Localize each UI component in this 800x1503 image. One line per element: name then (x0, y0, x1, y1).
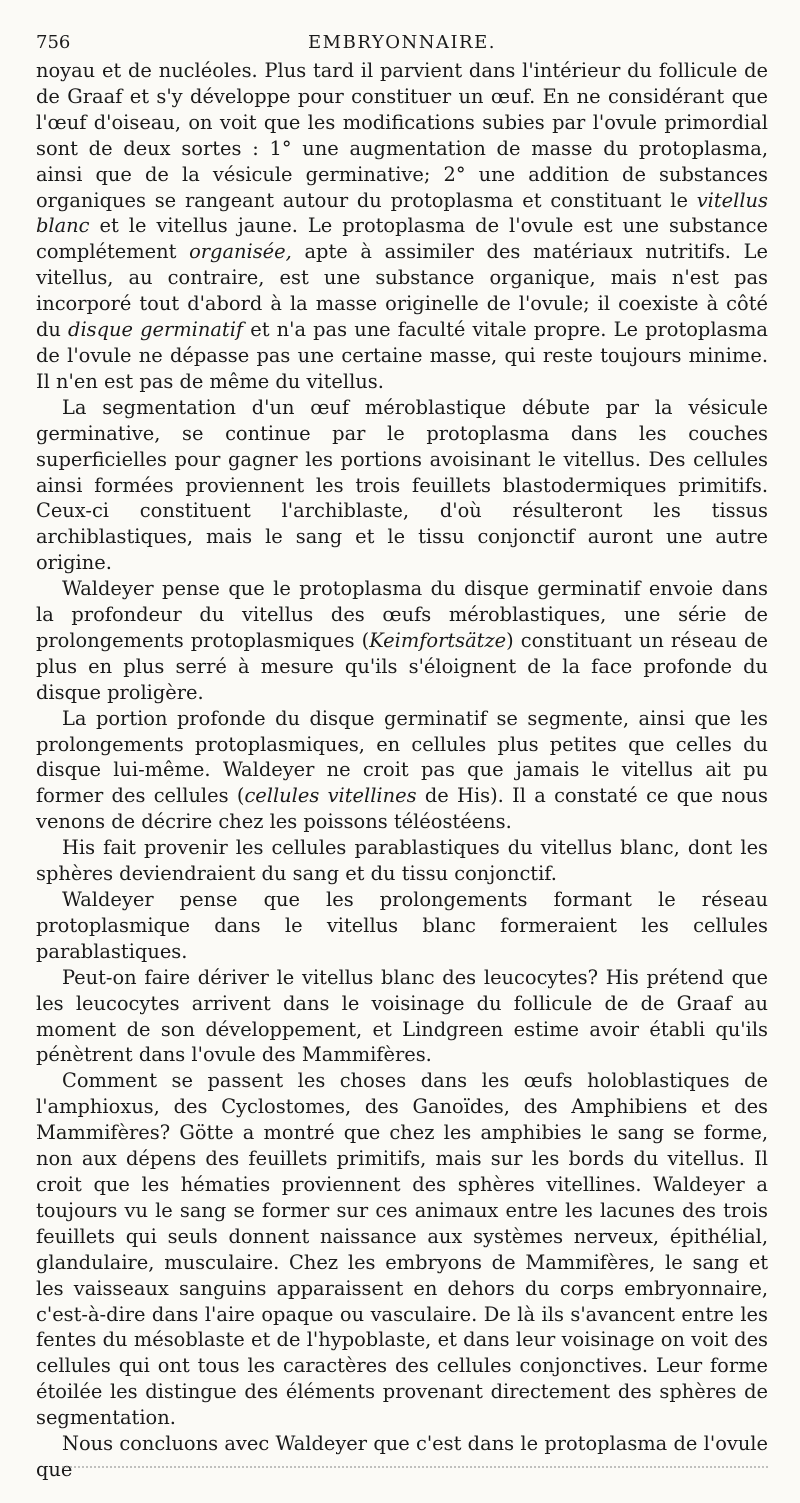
paragraph (36, 965, 768, 1069)
paragraph (36, 58, 768, 395)
text-run: La portion profonde du disque germinatif se segmente, ainsi que les prolongements protoplasmiques, en cellules plus petites que celles du disque lui-même. Waldeyer ne croit pas que jamais le vitellus ait pu former des cellules ( (36, 706, 768, 808)
paragraph (36, 1431, 768, 1483)
text-run: et le vitellus jaune. Le protoplasma de l'ovule est une substance complétement (36, 214, 768, 264)
text-run: de His). Il a constaté ce que nous venons de décrire chez les poissons téléostéens. (36, 784, 768, 834)
text-run: noyau et de nucléoles. Plus tard il parvient dans l'intérieur du follicule de de Graaf et s'y développe pour constituer un œuf. En ne considérant que l'œuf d'oiseau, on voit que les modifications subies par l'ovule primordial sont de deux sortes : 1° une augmentation de masse du protoplasma, ainsi que de la vésicule germinative; 2° une addition de substances organiques se rangeant autour du protoplasma et constituant le (36, 59, 768, 212)
running-title: EMBRYONNAIRE. (308, 32, 496, 53)
paragraph (36, 706, 768, 836)
paragraph (36, 395, 768, 576)
page-number: 756 (36, 32, 71, 53)
text-run: Comment se passent les choses dans les œufs holoblastiques de l'amphioxus, des Cyclostomes, des Ganoïdes, des Amphibiens et des Mammifères? Götte a montré que chez les amphibies le sang se forme, non aux dépens des feuillets primitifs, mais sur les bords du vitellus. Il croit que les hématies proviennent des sphères vitellines. Waldeyer a toujours vu le sang se former sur ces animaux entre les lacunes des trois feuillets qui seuls donnent naissance aux systèmes nerveux, épithélial, glandulaire, musculaire. Chez les embryons de Mammifères, le sang et les vaisseaux sanguins apparaissent en dehors du corps embryonnaire, c'est-à-dire dans l'aire opaque ou vasculaire. De là ils s'avancent entre les fentes du mésoblaste et de l'hypoblaste, et dans leur voisinage on voit des cellules qui ont tous les caractères des cellules conjonctives. Leur forme étoilée les distingue des éléments provenant directement des sphères de segmentation. (36, 1069, 768, 1430)
paragraph (36, 887, 768, 965)
text-run: His fait provenir les cellules parablastiques du vitellus blanc, dont les sphères deviendraient du sang et du tissu conjonctif. (36, 836, 768, 886)
italic-term: organisée, (189, 240, 292, 264)
body-text (36, 58, 768, 1483)
italic-term: disque germinatif (68, 318, 244, 342)
document-page (36, 26, 768, 1483)
footer-bleed-through (62, 1466, 768, 1470)
text-run: ) constituant un réseau de plus en plus serré à mesure qu'ils s'éloignent de la face profonde du disque proligère. (36, 628, 768, 704)
page-header (36, 26, 768, 58)
text-run: Peut-on faire dériver le vitellus blanc des leucocytes? His prétend que les leucocytes arrivent dans le voisinage du follicule de de Graaf au moment de son développement, et Lindgreen estime avoir établi qu'ils pénètrent dans l'ovule des Mammifères. (36, 965, 768, 1067)
paragraph (36, 835, 768, 887)
paragraph (36, 576, 768, 706)
text-run: Waldeyer pense que le protoplasma du disque germinatif envoie dans la profondeur du vitellus des œufs méroblastiques, une série de prolongements protoplasmiques ( (36, 577, 768, 652)
italic-term: cellules vitellines (244, 784, 417, 808)
italic-term: Keimfortsätze (369, 628, 507, 652)
text-run: Nous concluons avec Waldeyer que c'est dans le protoplasma de l'ovule que (36, 1432, 768, 1481)
text-run: La segmentation d'un œuf méroblastique débute par la vésicule germinative, se continue par le protoplasma dans les couches superficielles pour gagner les portions avoisinant le vitellus. Des cellules ainsi formées proviennent les trois feuillets blastodermiques primitifs. Ceux-ci constituent l'archiblaste, d'où résulteront les tissus archiblastiques, mais le sang et le tissu conjonctif auront une autre origine. (36, 395, 768, 575)
italic-term: vitellus blanc (36, 188, 768, 238)
paragraph (36, 1068, 768, 1431)
text-run: Waldeyer pense que les prolongements formant le réseau protoplasmique dans le vitellus blanc formeraient les cellules parablastiques. (36, 888, 768, 963)
text-run: apte à assimiler des matériaux nutritifs. Le vitellus, au contraire, est une substance organique, mais n'est pas incorporé tout d'abord à la masse originelle de l'ovule; il coexiste à côté du (36, 240, 768, 342)
text-run: et n'a pas une faculté vitale propre. Le protoplasma de l'ovule ne dépasse pas une certaine masse, qui reste toujours minime. Il n'en est pas de même du vitellus. (36, 318, 768, 393)
